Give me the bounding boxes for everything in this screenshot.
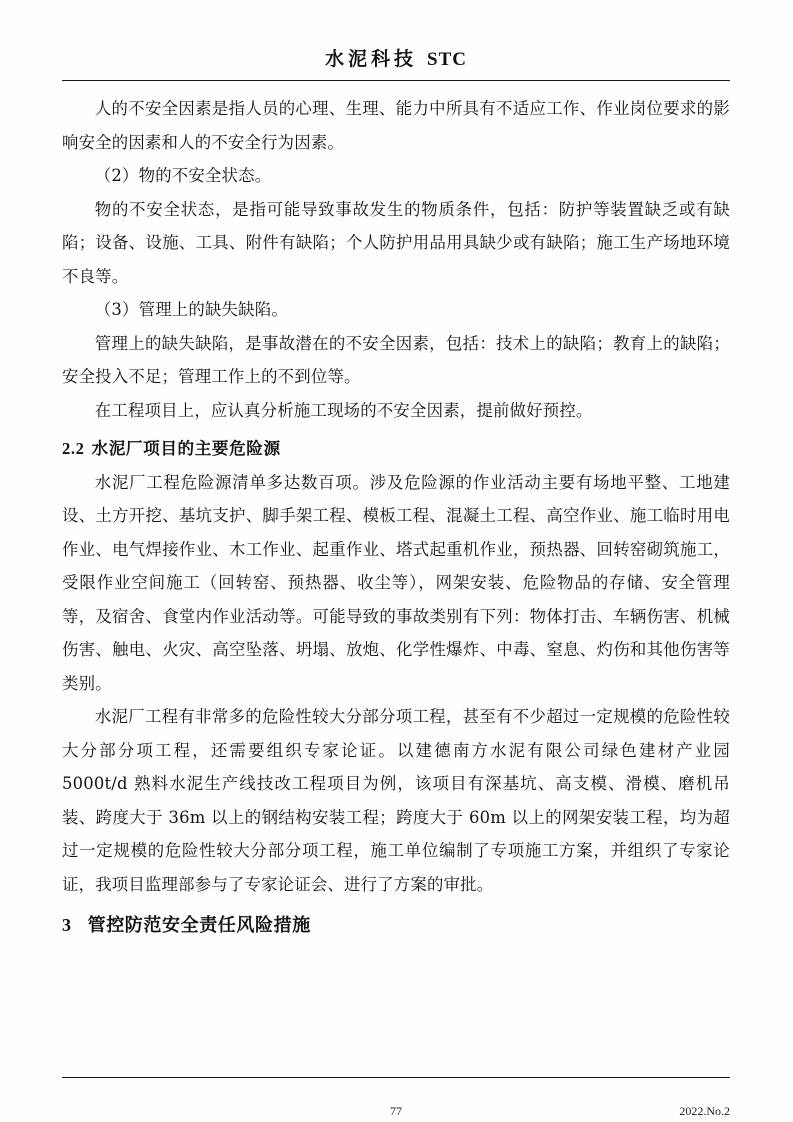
paragraph: 物的不安全状态，是指可能导致事故发生的物质条件，包括：防护等装置缺乏或有缺陷；设备、设施、工具、附件有缺陷；个人防护用品用具缺少或有缺陷；施工生产场地环境不良等。 — [62, 199, 730, 286]
paragraph: 水泥厂工程危险源清单多达数百项。涉及危险源的作业活动主要有场地平整、工地建设、土方开挖、基坑支护、脚手架工程、模板工程、混凝土工程、高空作业、施工临时用电作业、电气焊接作业、木工作业、起重作业、塔式起重机作业，预热器、回转窑砌筑施工，受限作业空间施工（回转窑、预热器、收尘等），网架安装、危险物品的存储、安全管理等，及宿舍、食堂内作业活动等。可能导致的事故类别有下列：物体打击、车辆伤害、机械伤害、触电、火灾、高空坠落、坍塌、放炮、化学性爆炸、中毒、窒息、灼伤和其他伤害等类别。 — [62, 472, 730, 693]
paragraph: 在工程项目上，应认真分析施工现场的不安全因素，提前做好预控。 — [94, 400, 593, 420]
article-body — [62, 92, 730, 943]
page-number: 77 — [390, 1104, 402, 1118]
paragraph: （3）管理上的缺失缺陷。 — [94, 300, 288, 319]
paragraph: 水泥厂工程有非常多的危险性较大分部分项工程，甚至有不少超过一定规模的危险性较大分部分项工程，还需要组织专家论证。以建德南方水泥有限公司绿色建材产业园 5000t/d 熟料水泥生产线技改工程项目为例，该项目有深基坑、高支模、滑模、磨机吊装、跨度大于 36m 以上的钢结构安装工程；跨度大于 60m 以上的网架安装工程，均为超过一定规模的危险性较大分部分项工程，施工单位编制了专项施工方案，并组织了专家论证，我项目监理部参与了专家论证会、进行了方案的审批。 — [62, 707, 730, 894]
section-number: 2.2 — [62, 439, 85, 458]
journal-abbreviation: STC — [427, 49, 467, 70]
page-content-area — [62, 0, 730, 1122]
issue-label: 2022.No.2 — [679, 1104, 730, 1118]
footer-divider — [62, 1077, 730, 1078]
section-heading-2-2 — [62, 432, 730, 466]
section-title: 管控防范安全责任风险措施 — [87, 915, 311, 936]
paragraph: 人的不安全因素是指人员的心理、生理、能力中所具有不适应工作、作业岗位要求的影响安全的因素和人的不安全行为因素。 — [62, 99, 730, 152]
running-header — [62, 0, 730, 81]
paragraph: （2）物的不安全状态。 — [94, 166, 272, 185]
journal-title: 水泥科技 — [325, 48, 418, 70]
section-heading-3 — [62, 909, 730, 943]
section-title: 水泥厂项目的主要危险源 — [91, 438, 281, 458]
section-number: 3 — [62, 915, 72, 935]
paragraph: 管理上的缺失缺陷，是事故潜在的不安全因素，包括：技术上的缺陷；教育上的缺陷；安全投入不足；管理工作上的不到位等。 — [62, 333, 730, 386]
header-divider — [62, 80, 730, 81]
